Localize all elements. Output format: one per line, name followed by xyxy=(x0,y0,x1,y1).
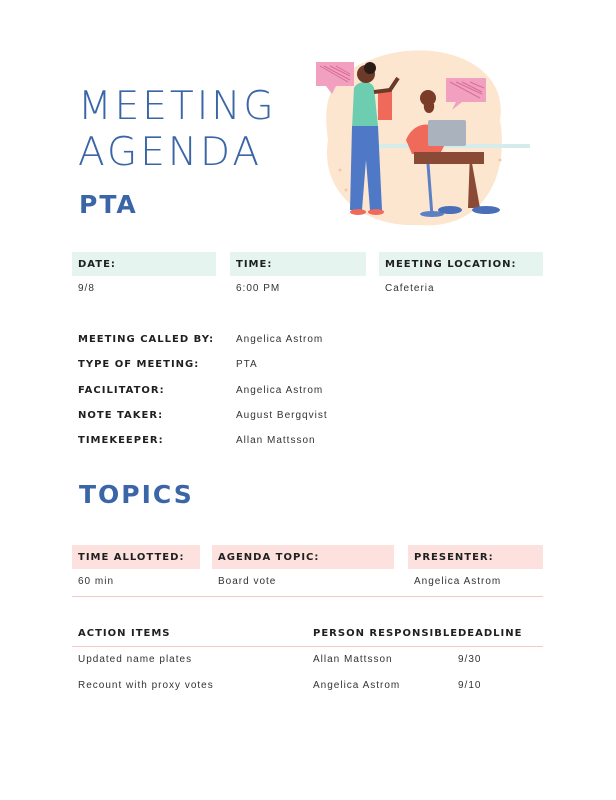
facilitator-label: FACILITATOR: xyxy=(78,385,165,396)
topic-name: Board vote xyxy=(218,576,277,587)
timekeeper-value: Allan Mattsson xyxy=(236,435,316,446)
date-label: DATE: xyxy=(72,252,216,276)
presenter-header: PRESENTER: xyxy=(408,545,543,569)
time-allotted-header: TIME ALLOTTED: xyxy=(72,545,200,569)
page-title xyxy=(78,84,277,176)
topic-presenter: Angelica Astrom xyxy=(414,576,502,587)
deadline-header: DEADLINE xyxy=(458,628,523,639)
meeting-illustration xyxy=(310,40,546,230)
time-label: TIME: xyxy=(230,252,366,276)
action-item: Updated name plates xyxy=(78,654,193,665)
page-subtitle: PTA xyxy=(79,190,138,219)
title-line-2: AGENDA xyxy=(78,130,263,175)
action-item: Recount with proxy votes xyxy=(78,680,214,691)
meeting-type-label: TYPE OF MEETING: xyxy=(78,359,200,370)
actions-header-divider xyxy=(72,646,543,647)
topic-time: 60 min xyxy=(78,576,115,587)
facilitator-value: Angelica Astrom xyxy=(236,385,324,396)
action-items-header: ACTION ITEMS xyxy=(78,628,171,639)
agenda-topic-header: AGENDA TOPIC: xyxy=(212,545,394,569)
title-line-1: MEETING xyxy=(78,84,277,129)
time-value: 6:00 PM xyxy=(236,283,281,294)
timekeeper-label: TIMEKEEPER: xyxy=(78,435,164,446)
person-responsible-header: PERSON RESPONSIBLE xyxy=(313,628,459,639)
action-person: Angelica Astrom xyxy=(313,680,401,691)
action-deadline: 9/30 xyxy=(458,654,482,665)
action-person: Allan Mattsson xyxy=(313,654,393,665)
topics-divider xyxy=(72,596,543,597)
meeting-type-value: PTA xyxy=(236,359,258,370)
note-taker-value: August Bergqvist xyxy=(236,410,328,421)
action-deadline: 9/10 xyxy=(458,680,482,691)
note-taker-label: NOTE TAKER: xyxy=(78,410,164,421)
date-value: 9/8 xyxy=(78,283,95,294)
location-value: Cafeteria xyxy=(385,283,435,294)
topics-heading: TOPICS xyxy=(79,480,194,509)
location-label: MEETING LOCATION: xyxy=(379,252,543,276)
called-by-label: MEETING CALLED BY: xyxy=(78,334,215,345)
called-by-value: Angelica Astrom xyxy=(236,334,324,345)
